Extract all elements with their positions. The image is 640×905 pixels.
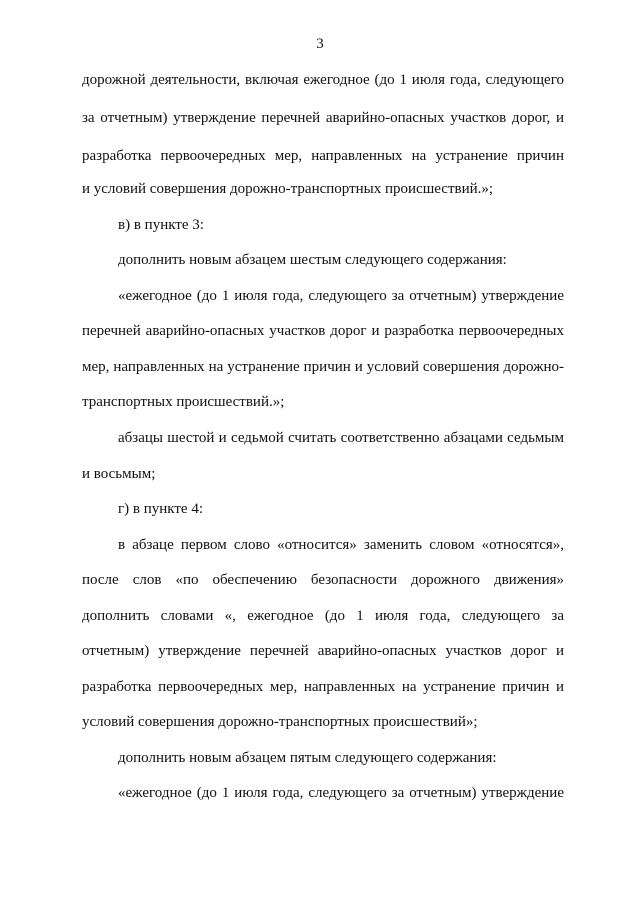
text-line-18: разработка первоочередных мер, направленных на устранение причин и [82, 679, 564, 695]
text-line-13: г) в пункте 4: [118, 501, 204, 517]
text-line-5: в) в пункте 3: [118, 217, 204, 233]
text-line-1: дорожной деятельности, включая ежегодное (до 1 июля года, следующего [82, 72, 564, 88]
text-line-4: и условий совершения дорожно-транспортных происшествий.»; [82, 181, 494, 197]
text-line-10: транспортных происшествий.»; [82, 394, 285, 410]
text-line-21: «ежегодное (до 1 июля года, следующего за отчетным) утверждение [118, 785, 564, 801]
text-line-16: дополнить словами «, ежегодное (до 1 июля года, следующего за [82, 608, 564, 624]
text-line-15: после слов «по обеспечению безопасности дорожного движения» [82, 572, 564, 588]
text-line-11: абзацы шестой и седьмой считать соответственно абзацами седьмым [118, 430, 564, 446]
page-number: 3 [316, 36, 324, 52]
text-line-6: дополнить новым абзацем шестым следующего содержания: [118, 252, 507, 268]
text-line-20: дополнить новым абзацем пятым следующего содержания: [118, 750, 497, 766]
text-line-8: перечней аварийно-опасных участков дорог и разработка первоочередных [82, 323, 564, 339]
text-line-2: за отчетным) утверждение перечней аварийно-опасных участков дорог, и [82, 110, 564, 126]
text-line-14: в абзаце первом слово «относится» заменить словом «относятся», [118, 537, 564, 553]
text-line-7: «ежегодное (до 1 июля года, следующего за отчетным) утверждение [118, 288, 564, 304]
text-line-9: мер, направленных на устранение причин и условий совершения дорожно- [82, 359, 564, 375]
text-line-17: отчетным) утверждение перечней аварийно-опасных участков дорог и [82, 643, 564, 659]
text-line-19: условий совершения дорожно-транспортных происшествий»; [82, 714, 478, 730]
text-line-12: и восьмым; [82, 466, 156, 482]
text-line-3: разработка первоочередных мер, направленных на устранение причин [82, 148, 564, 164]
